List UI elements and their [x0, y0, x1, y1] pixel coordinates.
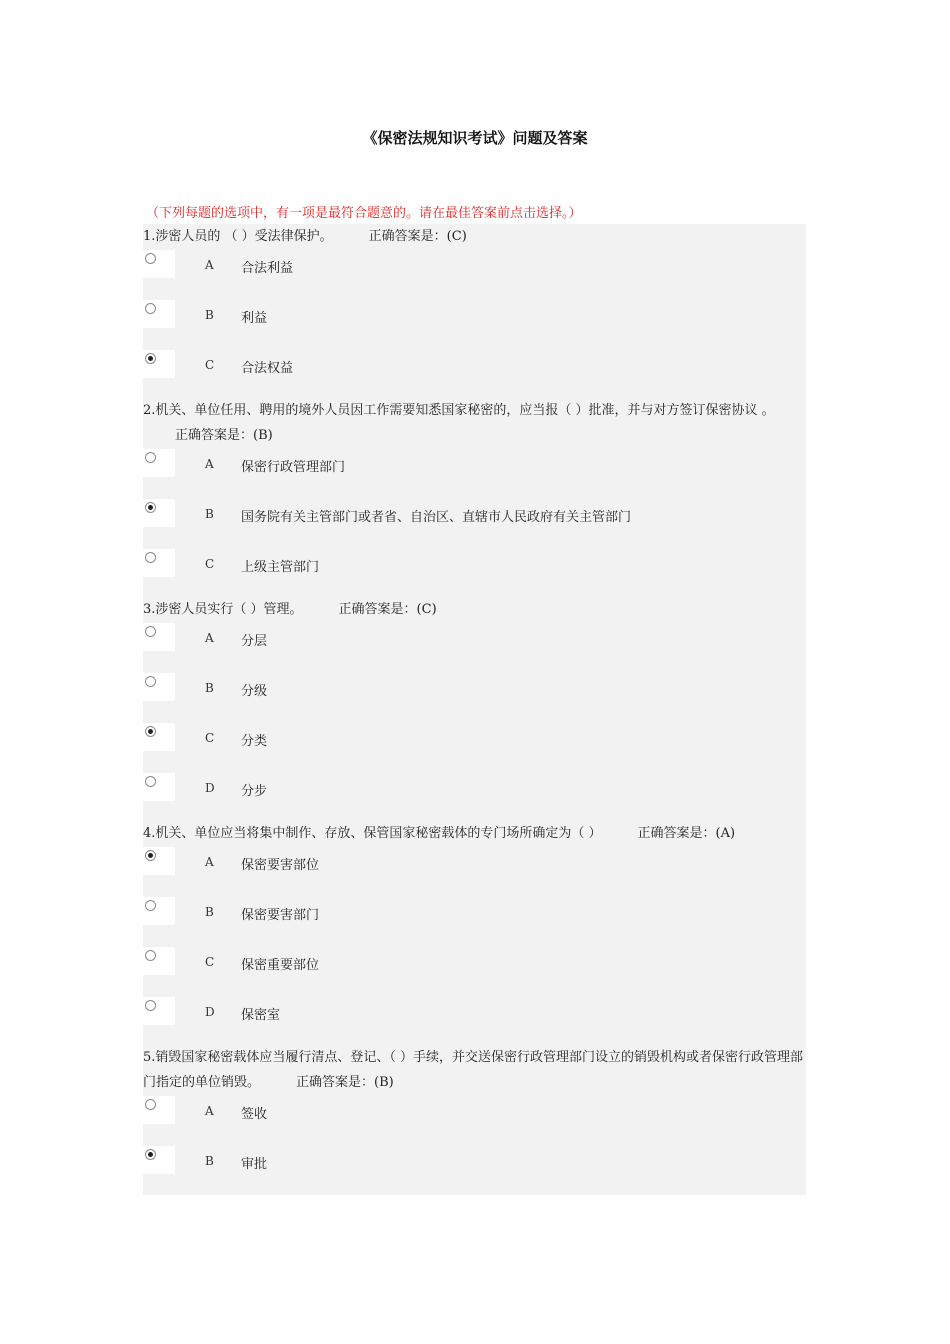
- option-text: 签收: [241, 1107, 268, 1122]
- question-3: [143, 597, 818, 622]
- question-2: [143, 398, 818, 448]
- option-row[interactable]: [143, 947, 806, 975]
- option-row[interactable]: [143, 997, 806, 1025]
- option-row[interactable]: [143, 773, 806, 801]
- radio-button[interactable]: [145, 303, 156, 314]
- option-row[interactable]: [143, 350, 806, 378]
- radio-button[interactable]: [145, 900, 156, 911]
- question-4: [143, 821, 818, 846]
- correct-answer: 正确答案是：(C): [338, 602, 437, 617]
- radio-button-selected[interactable]: [145, 1149, 156, 1160]
- radio-button[interactable]: [145, 253, 156, 264]
- correct-answer: 正确答案是：(B): [175, 428, 273, 443]
- option-text: 上级主管部门: [241, 560, 320, 575]
- option-row[interactable]: [143, 897, 806, 925]
- option-text: 合法利益: [241, 261, 294, 276]
- option-text: 分步: [241, 784, 268, 799]
- radio-button[interactable]: [145, 452, 156, 463]
- question-text: 4.机关、单位应当将集中制作、存放、保管国家秘密载体的专门场所确定为（ ）: [143, 826, 602, 841]
- radio-button[interactable]: [145, 1000, 156, 1011]
- option-letter: A: [205, 855, 214, 869]
- correct-answer: 正确答案是：(C): [368, 229, 467, 244]
- option-text: 合法权益: [241, 361, 294, 376]
- option-text: 保密室: [241, 1008, 281, 1023]
- radio-button-selected[interactable]: [145, 850, 156, 861]
- option-letter: D: [205, 1005, 215, 1019]
- radio-button[interactable]: [145, 676, 156, 687]
- option-text: 保密要害部位: [241, 858, 320, 873]
- option-letter: A: [205, 1104, 214, 1118]
- question-5: [143, 1045, 806, 1095]
- option-text: 保密要害部门: [241, 908, 320, 923]
- option-row[interactable]: [143, 549, 806, 577]
- option-row[interactable]: [143, 300, 806, 328]
- correct-answer: 正确答案是：(B): [296, 1075, 394, 1090]
- option-text: 利益: [241, 311, 268, 326]
- option-letter: B: [205, 308, 214, 322]
- radio-button[interactable]: [145, 626, 156, 637]
- page-title: 《保密法规知识考试》问题及答案: [362, 129, 588, 147]
- option-row[interactable]: [143, 673, 806, 701]
- question-text: 1.涉密人员的 （ ）受法律保护。: [143, 229, 333, 244]
- radio-button-selected[interactable]: [145, 502, 156, 513]
- question-text: 2.机关、单位任用、聘用的境外人员因工作需要知悉国家秘密的，应当报（ ）批准，并与对方签订保密协议 。: [143, 403, 775, 418]
- option-row[interactable]: [143, 847, 806, 875]
- radio-button[interactable]: [145, 776, 156, 787]
- option-letter: B: [205, 1154, 214, 1168]
- instruction-text: （下列每题的选项中，有一项是最符合题意的。请在最佳答案前点击选择。）: [146, 206, 582, 221]
- option-text: 国务院有关主管部门或者省、自治区、直辖市人民政府有关主管部门: [241, 510, 632, 525]
- radio-button[interactable]: [145, 950, 156, 961]
- radio-button[interactable]: [145, 1099, 156, 1110]
- option-text: 分级: [241, 684, 268, 699]
- option-letter: B: [205, 905, 214, 919]
- option-row[interactable]: [143, 250, 806, 278]
- option-text: 审批: [241, 1157, 268, 1172]
- option-letter: C: [205, 557, 215, 571]
- option-text: 保密行政管理部门: [241, 460, 346, 475]
- option-letter: C: [205, 955, 215, 969]
- radio-button-selected[interactable]: [145, 726, 156, 737]
- option-text: 分层: [241, 634, 268, 649]
- option-letter: B: [205, 681, 214, 695]
- radio-button-selected[interactable]: [145, 353, 156, 364]
- option-row[interactable]: [143, 723, 806, 751]
- option-row[interactable]: [143, 1146, 806, 1174]
- question-text: 5.销毁国家秘密载体应当履行清点、登记、（ ）手续，并交送保密行政管理部门设立的销毁机构或者保密行政管理部门指定的单位销毁。: [143, 1050, 804, 1090]
- option-row[interactable]: [143, 449, 806, 477]
- radio-button[interactable]: [145, 552, 156, 563]
- option-letter: B: [205, 507, 214, 521]
- option-row[interactable]: [143, 1096, 806, 1124]
- option-letter: D: [205, 781, 215, 795]
- option-letter: A: [205, 457, 214, 471]
- option-letter: C: [205, 358, 215, 372]
- option-text: 保密重要部位: [241, 958, 320, 973]
- option-row[interactable]: [143, 623, 806, 651]
- question-1: [143, 224, 818, 249]
- option-letter: A: [205, 631, 214, 645]
- option-letter: C: [205, 731, 215, 745]
- option-text: 分类: [241, 734, 268, 749]
- correct-answer: 正确答案是：(A): [637, 826, 736, 841]
- option-row[interactable]: [143, 499, 806, 527]
- question-text: 3.涉密人员实行（ ）管理。: [143, 602, 303, 617]
- option-letter: A: [205, 258, 214, 272]
